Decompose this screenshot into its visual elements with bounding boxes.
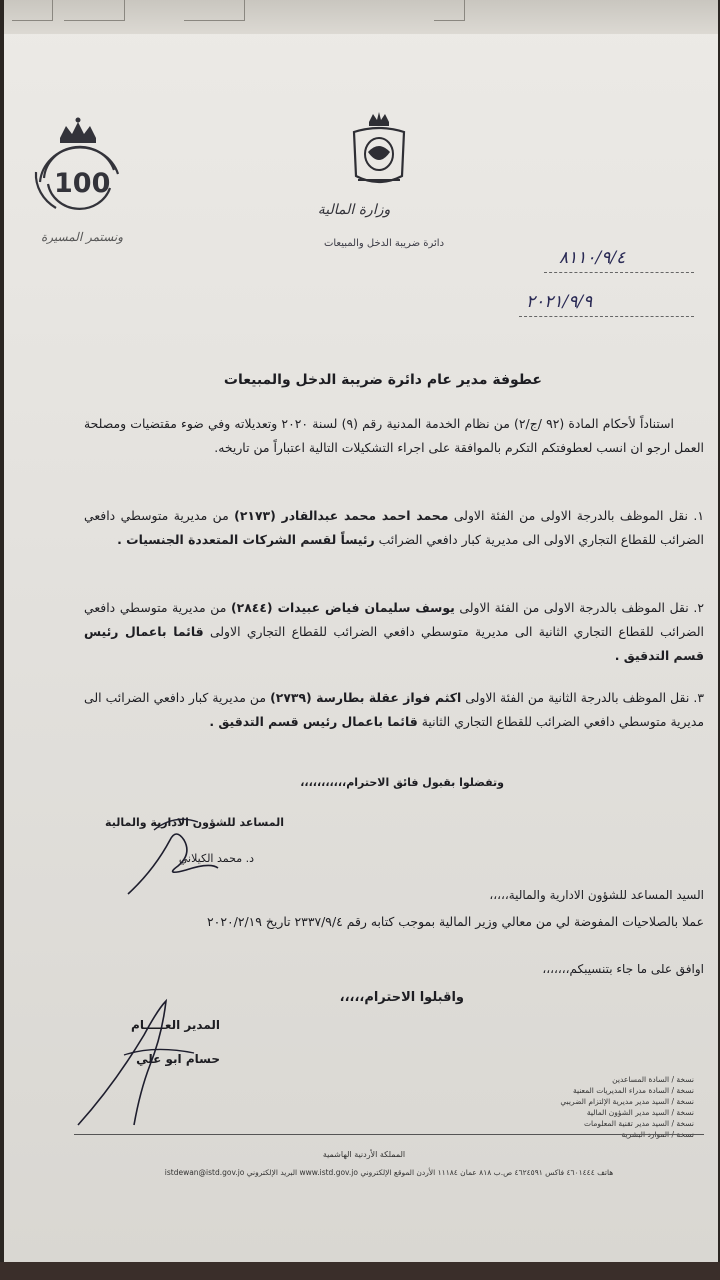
- letter-item-2: [84, 596, 704, 668]
- item-number: ٣.: [693, 690, 704, 705]
- item-rest: من مديرية متوسطي دافعي الضرائب للقطاع التجاري الاولى الى مديرية كبار دافعي الضرائب: [84, 508, 704, 547]
- cc-item: نسخة / السيد مدير الشؤون المالية: [586, 1108, 694, 1117]
- item-text: نقل الموظف بالدرجة الثانية من الفئة الاولى: [465, 690, 690, 705]
- letter-intro: استناداً لأحكام المادة (٩٢ /ج/٢) من نظام الخدمة المدنية رقم (٩) لسنة ٢٠٢٠ وتعديلاته وفي ضوء مقتضيات ومصلحة العمل ارجو ان انسب لعطوفتكم التكرم بالموافقة على اجراء التشكيلات التالية اعتباراً من تاريخه.: [84, 416, 704, 455]
- letter-addressee: عطوفة مدير عام دائرة ضريبة الدخل والمبيعات: [223, 372, 542, 388]
- handwritten-underline: [544, 272, 694, 274]
- ministry-name: وزارة المالية: [317, 202, 391, 218]
- cc-list: [534, 1074, 694, 1140]
- item-role: رئيساً لقسم الشركات المتعددة الجنسيات .: [117, 532, 375, 547]
- assistant-name: د. محمد الكيلاني: [178, 852, 254, 865]
- item-text: نقل الموظف بالدرجة الاولى من الفئة الاولى: [459, 600, 689, 615]
- photo-background-edge: [0, 1262, 720, 1280]
- employee-name: اكثم فواز عقلة بطارسة (٢٧٣٩): [270, 690, 462, 705]
- reply-body: عملا بالصلاحيات المفوضة لي من معالي وزير المالية بموجب كتابه رقم ٢٣٣٧/٩/٤ تاريخ ٢٠٢٠/٢/١٩: [207, 914, 704, 929]
- cc-item: نسخة / السادة مدراء المديريات المعنية: [572, 1086, 694, 1095]
- employee-name: محمد احمد محمد عبدالقادر (٢١٧٣): [234, 508, 449, 523]
- centennial-logo: [26, 112, 138, 252]
- employee-name: يوسف سليمان فياض عبيدات (٢٨٤٤): [230, 600, 455, 615]
- centennial-number: 100: [54, 168, 111, 199]
- item-number: ١.: [693, 508, 704, 523]
- handwritten-date-underline: [519, 316, 694, 318]
- jordan-coat-of-arms: [344, 110, 414, 190]
- reply-addressee: السيد المساعد للشؤون الادارية والمالية،،،،،: [489, 888, 704, 902]
- letter-sheet: [4, 0, 718, 1262]
- director-general-name: حسام ابو علي: [136, 1052, 220, 1066]
- cc-item: نسخة / السيد مدير مديرية الإلتزام الضريبي: [560, 1097, 694, 1106]
- top-edge-strip: [4, 0, 718, 34]
- footer-address: هاتف ٤٦٠١٤٤٤ فاكس ٤٦٢٤٥٩١ ص.ب ٨١٨ عمان ١١١٨٤ الأردن الموقع الإلكتروني www.istd.gov.jo البريد الإلكتروني istdewan@istd.gov.jo: [164, 1168, 614, 1177]
- item-number: ٢.: [693, 600, 704, 615]
- letter-closing: وتفضلوا بقبول فائق الاحترام،،،،،،،،،،،: [300, 776, 504, 789]
- letter-item-3: [84, 686, 704, 734]
- item-role: قائما باعمال رئيس قسم التدقيق .: [209, 714, 418, 729]
- reply-closing: واقبلوا الاحترام،،،،،: [339, 990, 464, 1005]
- cc-item: نسخة / السادة المساعدين: [612, 1075, 694, 1084]
- director-general-signature: [74, 995, 204, 1135]
- director-general-title: المدير العـــــام: [131, 1018, 220, 1032]
- centennial-slogan: ونستمر المسيرة: [41, 230, 123, 244]
- item-rest: من مديرية متوسطي دافعي الضرائب للقطاع التجاري الثانية الى مديرية متوسطي دافعي الضرائب للقطاع التجاري الاولى: [84, 600, 704, 639]
- handwritten-date: ٢٠٢١/٩/٩: [526, 292, 593, 312]
- footer-kingdom: المملكة الأردنية الهاشمية: [322, 1150, 406, 1159]
- reply-approval: اوافق على ما جاء بتنسيبكم،،،،،،،: [542, 962, 704, 976]
- footer-divider: [74, 1134, 704, 1135]
- assistant-signature: [114, 810, 224, 900]
- item-text: نقل الموظف بالدرجة الاولى من الفئة الاولى: [453, 508, 688, 523]
- assistant-title: المساعد للشؤون الادارية والمالية: [105, 816, 284, 829]
- department-name: دائرة ضريبة الدخل والمبيعات: [323, 238, 445, 249]
- handwritten-reference-number: ٨١١٠/٩/٤: [559, 248, 626, 268]
- item-rest: من مديرية كبار دافعي الضرائب الى مديرية متوسطي دافعي الضرائب للقطاع التجاري الثانية: [84, 690, 704, 729]
- letter-item-1: [84, 504, 704, 552]
- cc-item: نسخة / السيد مدير تقنية المعلومات: [584, 1119, 694, 1128]
- item-role: قائما باعمال رئيس قسم التدقيق .: [84, 624, 704, 663]
